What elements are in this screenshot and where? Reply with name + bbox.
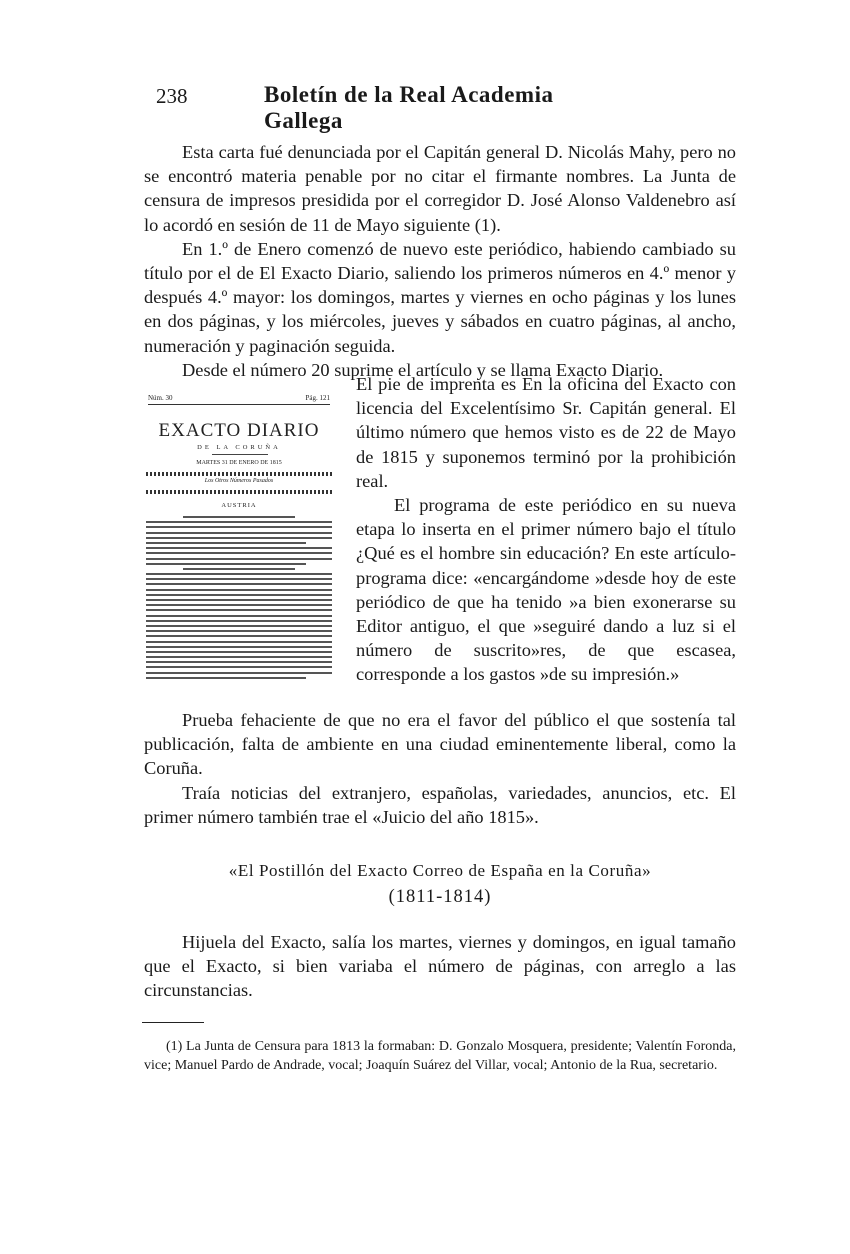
section-heading-years: (1811-1814) [388, 887, 492, 907]
facsimile-title: EXACTO DIARIO [158, 420, 320, 441]
facsimile-issue-number: Núm. 30 [148, 394, 173, 402]
newspaper-facsimile [142, 392, 336, 686]
paragraph-2: En 1.º de Enero comenzó de nuevo este periódico, habiendo cambiado su título por el de El Exacto Diario, saliendo los primeros números en 4.º menor y después 4.º mayor: los domingos, martes y viernes en ocho páginas y los lunes en dos páginas, y los miércoles, jueves y sábados en cuatro páginas, al ancho, numeración y paginación seguida. [144, 238, 736, 356]
paragraph-3-first-line: Desde el número 20 suprime el artículo y se llama Exacto Diario. [182, 359, 664, 380]
facsimile-rule-short [212, 454, 268, 455]
section-heading [144, 858, 736, 910]
facsimile-rule [148, 404, 330, 405]
text-block-bottom [144, 930, 736, 1003]
paragraph-3-continued: El pie de imprenta es En la oficina del Exacto con licencia del Excelentísimo Sr. Capitán general. El último número que hemos visto es de 22 de Mayo de 1815 y suponemos terminó por la prohibición real. [356, 374, 736, 491]
text-block-beside-facsimile [356, 372, 736, 687]
text-block-middle [144, 708, 736, 829]
facsimile-date: MARTES 31 DE ENERO DE 1815 [196, 460, 282, 466]
facsimile-page-number: Pág. 121 [305, 394, 330, 402]
running-title: Boletín de la Real Academia Gallega [264, 82, 554, 133]
facsimile-ornament [146, 490, 332, 494]
facsimile-subtitle: DE LA CORUÑA [197, 444, 281, 451]
paragraph-1: Esta carta fué denunciada por el Capitán general D. Nicolás Mahy, pero no se encontró materia penable por no citar el firmante nombres. La Junta de censura de impresos presidida por el corregidor D. José Alonso Valdenebro así lo acordó en sesión de 11 de Mayo siguiente (1). [144, 142, 736, 235]
page-number: 238 [156, 84, 188, 108]
facsimile-motto: Los Otros Números Pasados [204, 478, 274, 484]
text-block-top [144, 140, 736, 382]
section-heading-title: «El Postillón del Exacto Correo de España en la Coruña» [228, 861, 652, 880]
footnote-rule [142, 1022, 204, 1023]
paragraph-5: Prueba fehaciente de que no era el favor del público el que sostenía tal publicación, falta de ambiente en una ciudad eminentemente liberal, como la Coruña. [144, 710, 736, 779]
facsimile-ornament [146, 472, 332, 476]
paragraph-7: Hijuela del Exacto, salía los martes, viernes y domingos, en igual tamaño que el Exacto, si bien variaba el número de páginas, con arreglo a las circunstancias. [144, 932, 736, 1001]
footnote: (1) La Junta de Censura para 1813 la formaban: D. Gonzalo Mosquera, presidente; Valentín Foronda, vice; Manuel Pardo de Andrade, vocal; Joaquín Suárez del Villar, vocal; Antonio de la Rua, secretario. [144, 1039, 736, 1073]
paragraph-6: Traía noticias del extranjero, españolas, variedades, anuncios, etc. El primer número también trae el «Juicio del año 1815». [144, 782, 736, 827]
page-header [156, 82, 620, 133]
facsimile-section-heading: AUSTRIA [221, 502, 257, 509]
paragraph-4: El programa de este periódico en su nueva etapa lo inserta en el primer número bajo el título ¿Qué es el hombre sin educación? En este artículo-programa dice: «encargándome »desde hoy de este periódico de que ha tenido »a bien exonerarse su Editor antiguo, el que »seguiré dando a luz si el número de suscrito»res, de que escasea, corresponde a los gastos »de su impresión.» [356, 495, 736, 685]
facsimile-body-text [146, 516, 332, 678]
